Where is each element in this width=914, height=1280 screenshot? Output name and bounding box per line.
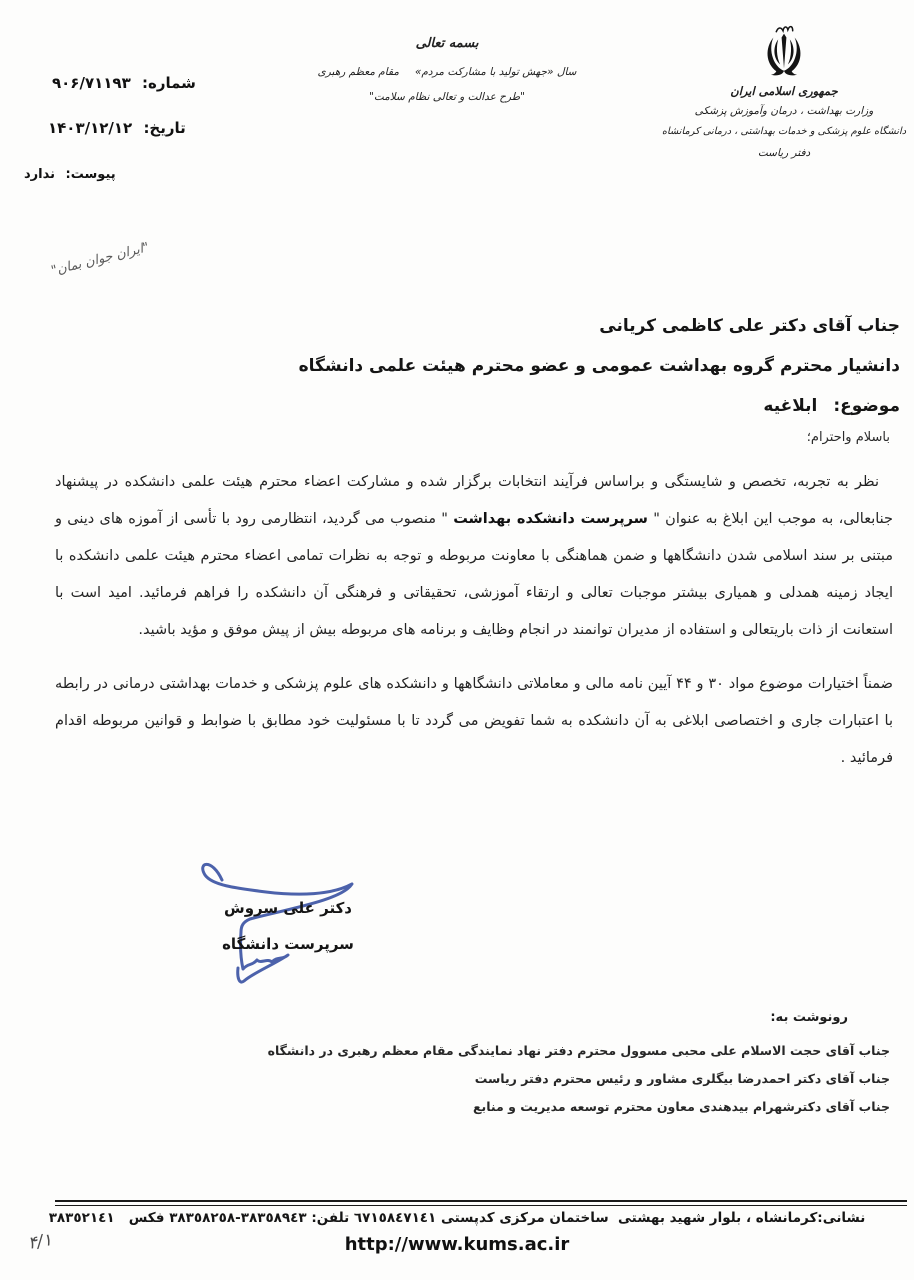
signatory-block xyxy=(222,890,354,962)
subject-value: ابلاغیه xyxy=(763,396,818,416)
letter-date-line xyxy=(48,119,186,137)
letter-number-value: ۹۰۶/۷۱۱۹۳ xyxy=(52,74,131,92)
letterhead-office: دفتر ریاست xyxy=(757,146,811,159)
slogan-attribution: مقام معظم رهبری xyxy=(317,66,399,78)
cc-item: جناب آقای دکترشهرام بیدهندی معاون محترم توسعه مدیریت و منابع xyxy=(472,1099,890,1114)
body-paragraph-1 xyxy=(55,464,893,649)
para1-text-after: " منصوب می گردید، انتظارمی رود با تأسی از آموزه های دینی و مبتنی بر سند اسلامی شدن دانشگاهها و ضمن هماهنگی با معاونت مربوطه و توجه به نظرات تمامی اعضاء محترم هیئت علمی دانشکده با ایجاد زمینه همدلی و همیاری بیشتر موجبات تعالی و ارتقاء آموزشی، تحقیقاتی و فرهنگی آن دانشکده را فراهم فرمائید. امید است با استعانت از ذات باریتعالی و استفاده از مدیران توانمند در انجام وظایف و برنامه های مربوطه بیش از پیش موفق و مؤید باشید. xyxy=(55,510,893,638)
greeting-line: باسلام واحترام؛ xyxy=(806,430,890,445)
recipient-position: دانشیار محترم گروه بهداشت عمومی و عضو محترم هیئت علمی دانشگاه xyxy=(298,356,900,376)
attachment-value: ندارد xyxy=(24,167,56,182)
subject-line xyxy=(299,386,900,426)
attachment-line xyxy=(24,167,116,182)
letter-date-value: ۱۴۰۳/۱۲/۱۲ xyxy=(48,119,133,137)
cc-item: جناب آقای حجت الاسلام علی محبی مسوول محترم دفتر نهاد نمایندگی مقام معظم رهبری در دانشگاه xyxy=(267,1043,890,1058)
year-slogan: سال «جهش تولید با مشارکت مردم» xyxy=(414,66,577,78)
letterhead xyxy=(658,24,910,160)
attachment-label: پیوست: xyxy=(65,167,116,182)
letter-number-line xyxy=(52,74,196,92)
letter-date-label: تاریخ: xyxy=(143,119,186,137)
para1-text-before: نظر به تجربه، تخصص و شایستگی و براساس فرآیند انتخابات برگزار شده و مشارکت اعضاء محترم هیئت علمی دانشکده در پیشنهاد جنابعالی، به موجب این ابلاغ به عنوان " xyxy=(55,473,893,527)
center-header xyxy=(317,36,577,103)
footer-website: http://www.kums.ac.ir xyxy=(344,1234,570,1255)
handwritten-page-number: ۴/۱ xyxy=(26,1230,54,1254)
letterhead-country: جمهوری اسلامی ایران xyxy=(730,84,838,98)
recipient-name: جناب آقای دکتر علی کاظمی کریانی xyxy=(599,316,900,336)
year-slogan-line xyxy=(317,66,577,78)
iran-javan-watermark: "ایران جوان بمان" xyxy=(49,240,151,279)
footer-divider xyxy=(55,1200,907,1206)
health-plan-slogan: "طرح عدالت و تعالی نظام سلامت" xyxy=(369,91,525,103)
iran-national-emblem-icon xyxy=(658,24,910,82)
footer-address: نشانی:کرمانشاه ، بلوار شهید بهشتی ساختمان مرکزی کدپستی ٦٧١٥٨٤٧١٤١ تلفن: ٣٨٣٥٨٩٤٣-٣٨٣٥٨٢٥٨ فکس ٣٨٣٥٢١٤١ xyxy=(48,1210,866,1226)
cc-item: جناب آقای دکتر احمدرضا بیگلری مشاور و رئیس محترم دفتر ریاست xyxy=(474,1071,890,1086)
letterhead-university: دانشگاه علوم پزشکی و خدمات بهداشتی ، درمانی کرمانشاه xyxy=(661,125,907,137)
cc-list xyxy=(268,1037,890,1121)
bismillah-text: بسمه تعالی xyxy=(415,36,479,51)
letter-number-label: شماره: xyxy=(141,74,196,92)
signatory-title: سرپرست دانشگاه xyxy=(222,935,354,953)
letterhead-ministry: وزارت بهداشت ، درمان وآموزش پزشکی xyxy=(694,105,874,118)
body-paragraph-2: ضمناً اختیارات موضوع مواد ۳۰ و ۴۴ آیین نامه مالی و معاملاتی دانشگاهها و دانشکده های علوم پزشکی و خدمات بهداشتی درمانی در رابطه با اعتبارات جاری و اختصاصی ابلاغی به آن دانشکده به شما تفویض می گردد تا با مسئولیت خود مطابق با ضوابط و قوانین مربوطه اقدام فرمائید . xyxy=(55,675,893,766)
appointment-title-bold: سرپرست دانشکده بهداشت xyxy=(453,510,648,527)
signatory-name: دکتر علی سروش xyxy=(224,899,352,917)
subject-label: موضوع: xyxy=(833,396,900,416)
cc-label: رونوشت به: xyxy=(770,1010,848,1025)
recipient-block xyxy=(299,306,900,426)
